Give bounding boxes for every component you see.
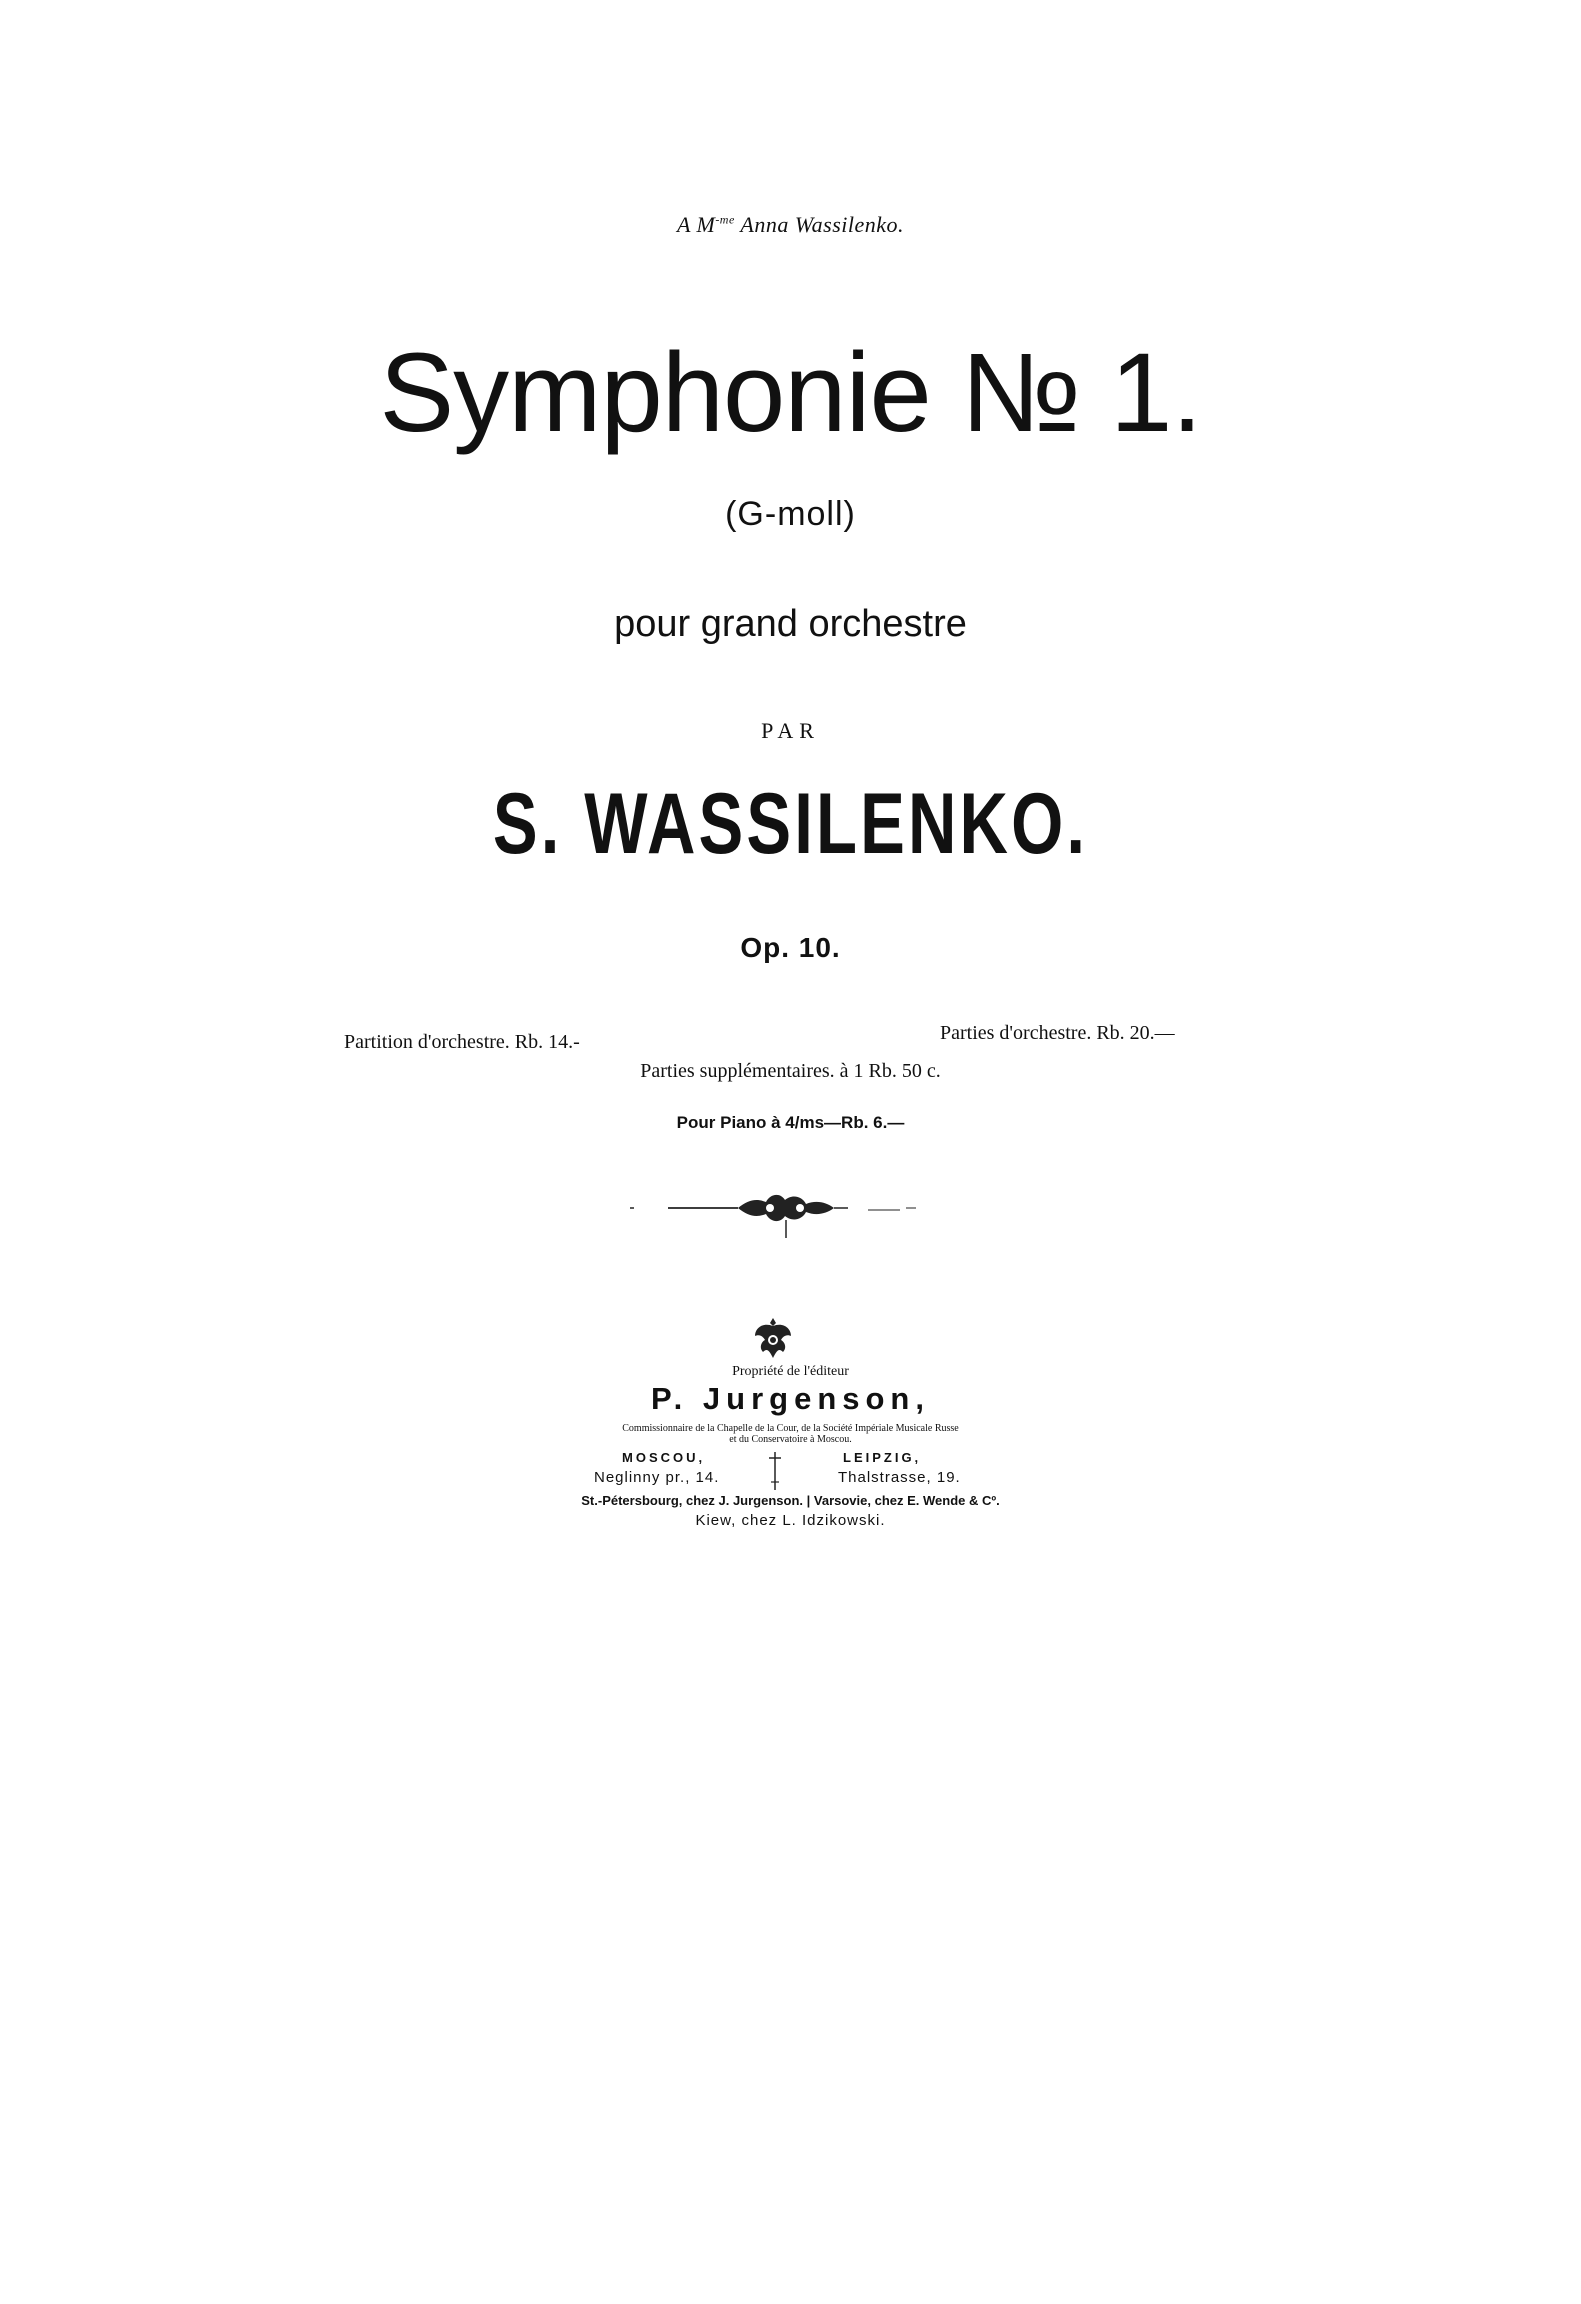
composer-name: S. WASSILENKO. (492, 776, 1089, 872)
dedication-prefix: A M (676, 212, 716, 237)
price-piano: Pour Piano à 4/ms—Rb. 6.— (676, 1113, 905, 1132)
kiev-line: Kiew, chez L. Idzikowski. (695, 1512, 886, 1529)
subtitle: pour grand orchestre (614, 603, 967, 645)
dedication (0, 212, 1581, 238)
leipzig-city: LEIPZIG, (843, 1450, 922, 1465)
price-parts: Parties d'orchestre. Rb. 20.— (940, 1022, 1175, 1044)
publisher-credentials-2: et du Conservatoire à Moscou. (729, 1434, 852, 1445)
price-supplementary: Parties supplémentaires. à 1 Rb. 50 c. (640, 1060, 941, 1082)
dedication-superscript: -me (715, 212, 735, 227)
imperial-eagle-icon (751, 1314, 795, 1362)
price-score: Partition d'orchestre. Rb. 14.- (344, 1031, 580, 1053)
dedication-name: Anna Wassilenko. (740, 212, 905, 237)
publisher-credentials-1: Commissionnaire de la Chapelle de la Cour, de la Société Impériale Musicale Russe (622, 1423, 959, 1434)
leipzig-address: Thalstrasse, 19. (838, 1469, 961, 1486)
key-signature: (G-moll) (725, 495, 856, 533)
by-label: PAR (761, 718, 820, 743)
cross-icon (766, 1450, 784, 1492)
moscow-city: MOSCOU, (622, 1450, 706, 1465)
moscow-address: Neglinny pr., 14. (594, 1469, 720, 1486)
branches-line: St.-Pétersbourg, chez J. Jurgenson. | Varsovie, chez E. Wende & Cº. (581, 1493, 1000, 1508)
opus-number: Op. 10. (740, 932, 841, 963)
ornament-divider (620, 1180, 920, 1250)
publisher-name: P. Jurgenson, (651, 1381, 930, 1416)
publisher-property: Propriété de l'éditeur (732, 1364, 849, 1379)
page-title: Symphonie № 1. (379, 330, 1202, 455)
